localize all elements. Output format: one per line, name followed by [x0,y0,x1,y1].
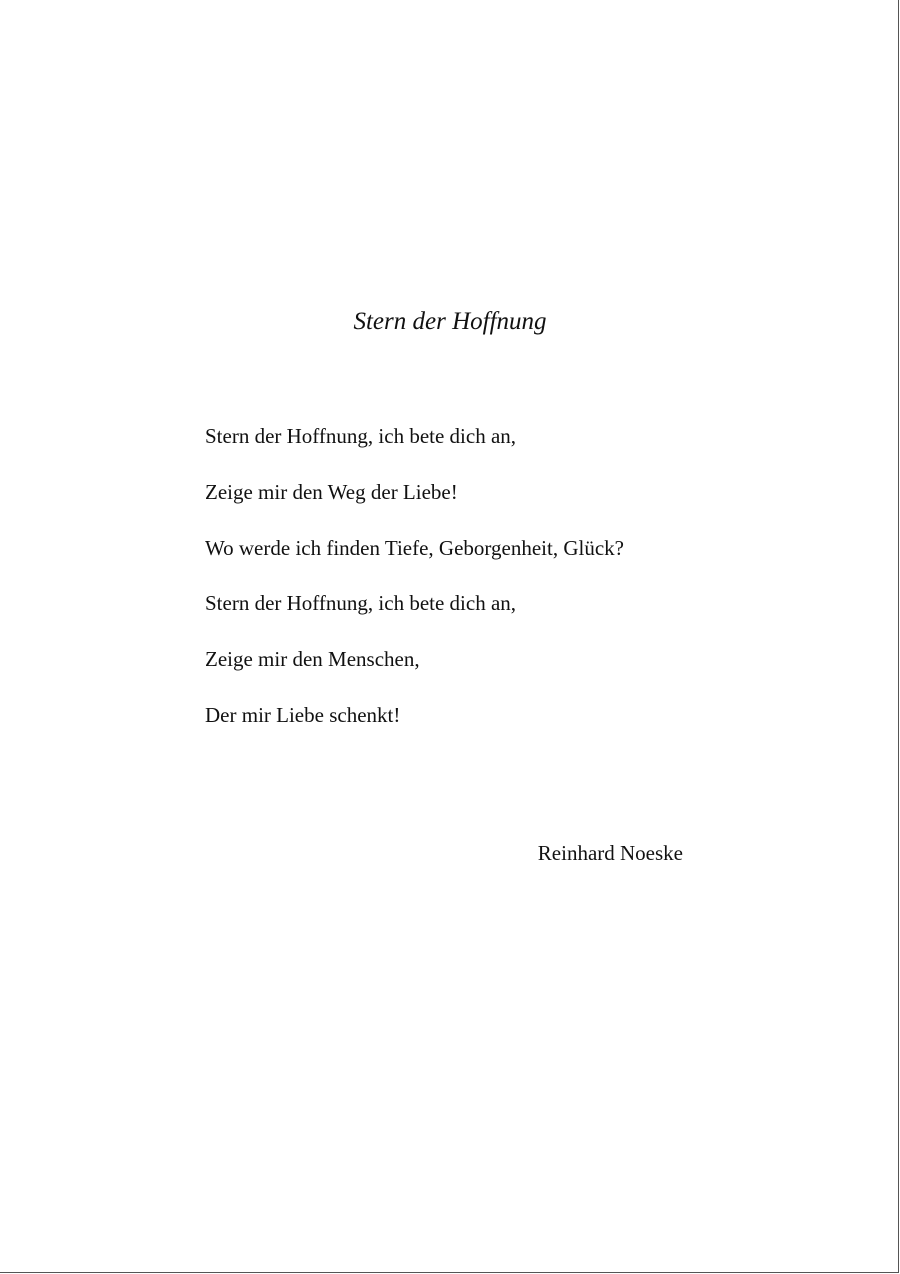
poem-title: Stern der Hoffnung [353,308,547,335]
poem-author: Reinhard Noeske [537,841,683,865]
poem-line: Der mir Liebe schenkt! [205,703,401,727]
poem-line: Stern der Hoffnung, ich bete dich an, [205,424,517,448]
poem-line: Wo werde ich finden Tiefe, Geborgenheit, Glück? [205,536,624,560]
poem-line: Zeige mir den Menschen, [205,647,420,671]
poem-line: Zeige mir den Weg der Liebe! [205,480,458,504]
poem-line: Stern der Hoffnung, ich bete dich an, [205,591,517,615]
